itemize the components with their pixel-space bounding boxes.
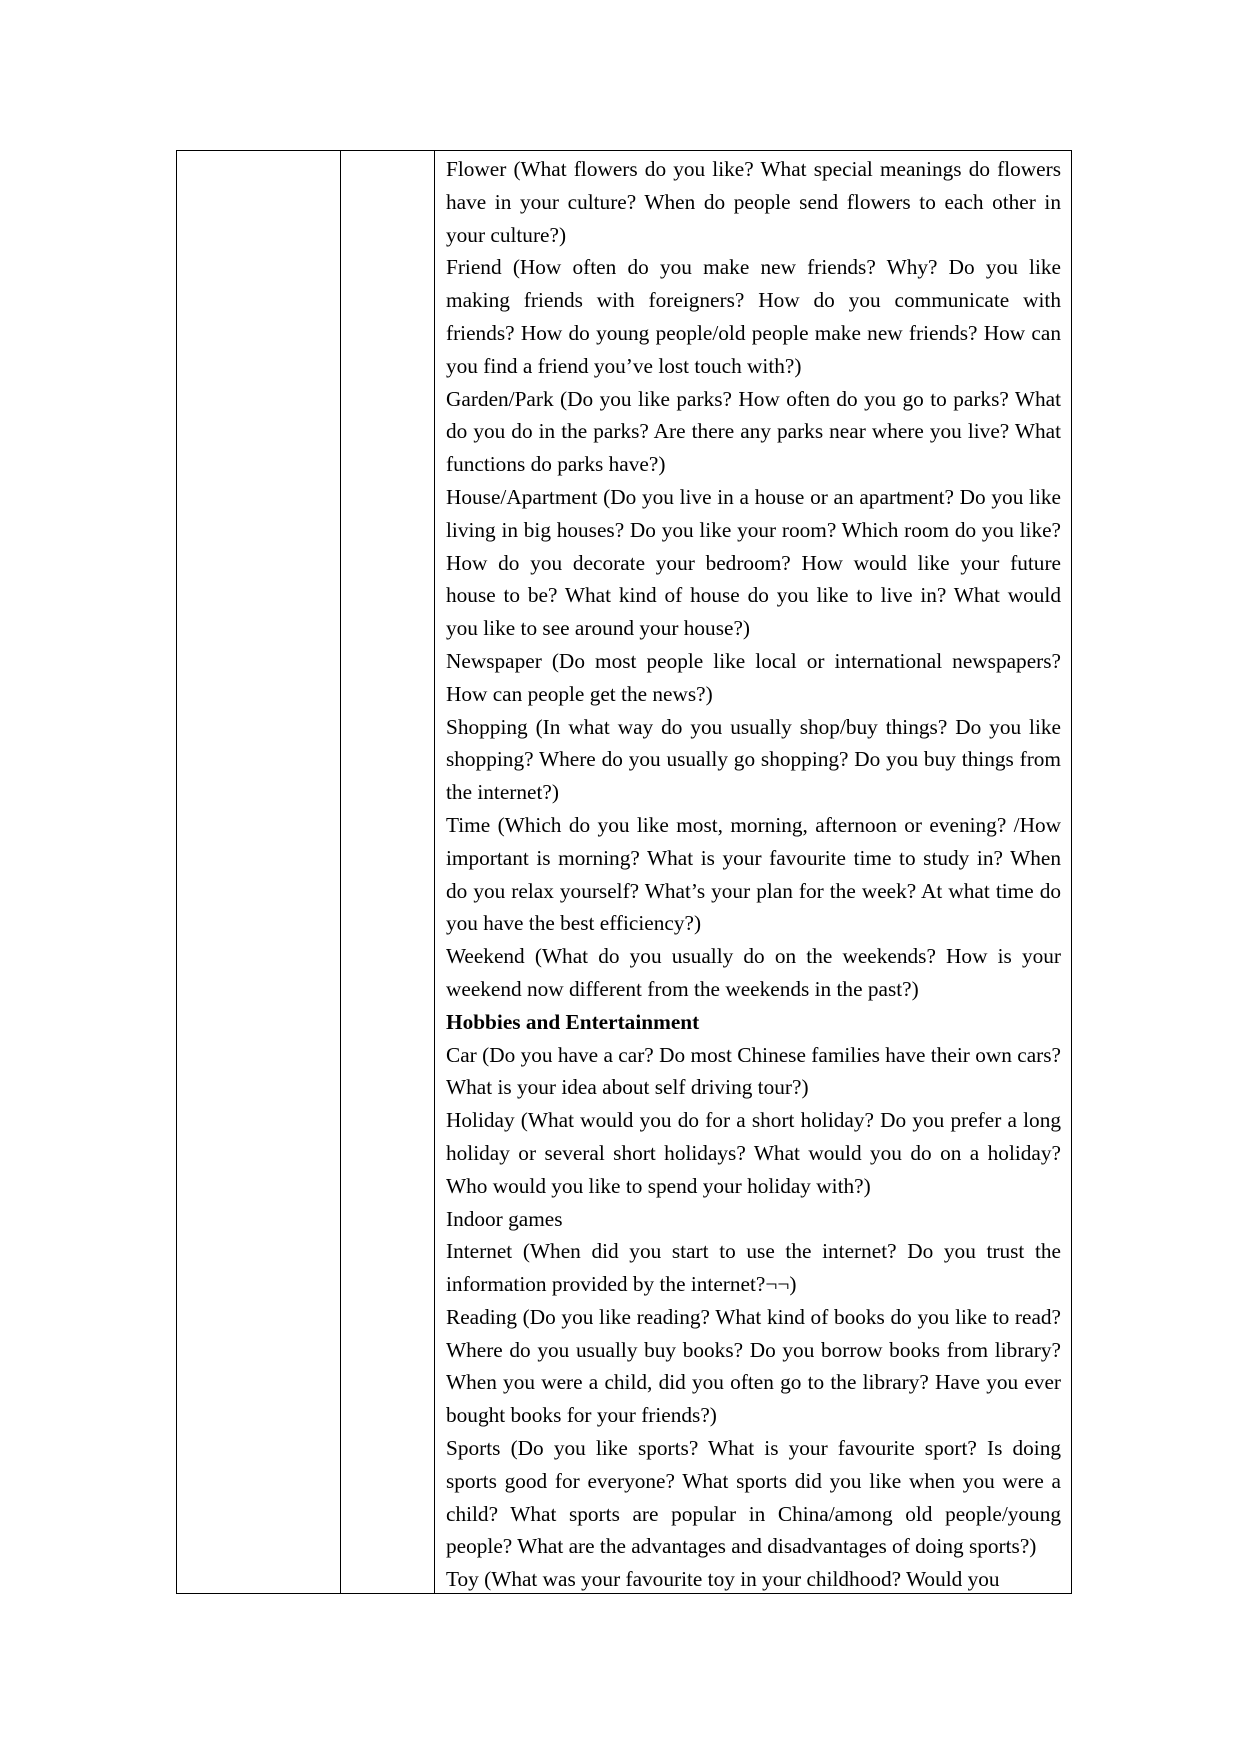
topic-entry-flower: Flower (What flowers do you like? What special meanings do flowers have in your culture? When do people send flowers to each other in your culture?) <box>446 157 1061 247</box>
topic-entry-weekend: Weekend (What do you usually do on the weekends? How is your weekend now different from the weekends in the past?) <box>446 944 1061 1001</box>
topic-entry-house-apartment: House/Apartment (Do you live in a house or an apartment? Do you like living in big houses? Do you like your room? Which room do you like? How do you decorate your bedroom? How would like your future house to be? What kind of house do you like to live in? What would you like to see around your house?) <box>446 484 1061 641</box>
topic-entry-indoor-games: Indoor games <box>446 1206 563 1231</box>
topic-entry-reading: Reading (Do you like reading? What kind of books do you like to read? Where do you usually buy books? Do you borrow books from library? When you were a child, did you often go to the library? Have you ever bought books for your friends?) <box>446 1304 1061 1428</box>
document-table <box>176 150 1072 1594</box>
topic-entry-time: Time (Which do you like most, morning, afternoon or evening? /How important is morning? What is your favourite time to study in? When do you relax yourself? What’s your plan for the week? At what time do you have the best efficiency?) <box>446 812 1061 936</box>
topic-entry-sports: Sports (Do you like sports? What is your favourite sport? Is doing sports good for everyone? What sports did you like when you were a child? What sports are popular in China/among old people/young people? What are the advantages and disadvantages of doing sports?) <box>446 1436 1061 1559</box>
topic-entry-garden-park: Garden/Park (Do you like parks? How often do you go to parks? What do you do in the parks? Are there any parks near where you live? What functions do parks have?) <box>446 386 1061 477</box>
table-column-empty-2 <box>341 151 435 1593</box>
topic-entry-shopping: Shopping (In what way do you usually shop/buy things? Do you like shopping? Where do you usually go shopping? Do you buy things from the internet?) <box>446 714 1061 805</box>
topic-entry-car: Car (Do you have a car? Do most Chinese families have their own cars? What is your idea about self driving tour?) <box>446 1042 1061 1100</box>
topics-cell <box>435 151 1071 1593</box>
topic-entry-holiday: Holiday (What would you do for a short holiday? Do you prefer a long holiday or several short holidays? What would you do on a holiday? Who would you like to spend your holiday with?) <box>446 1108 1061 1198</box>
section-heading-hobbies: Hobbies and Entertainment <box>446 1009 700 1034</box>
topic-entry-newspaper: Newspaper (Do most people like local or international newspapers? How can people get the news?) <box>446 648 1061 706</box>
topic-entry-toy: Toy (What was your favourite toy in your childhood? Would you <box>446 1567 1000 1592</box>
topic-entry-internet: Internet (When did you start to use the internet? Do you trust the information provided by the internet?¬¬) <box>446 1239 1061 1297</box>
table-column-empty-1 <box>177 151 341 1593</box>
topic-entry-friend: Friend (How often do you make new friends? Why? Do you like making friends with foreigners? How do you communicate with friends? How do young people/old people make new friends? How can you find a friend you’ve lost touch with?) <box>446 255 1061 378</box>
